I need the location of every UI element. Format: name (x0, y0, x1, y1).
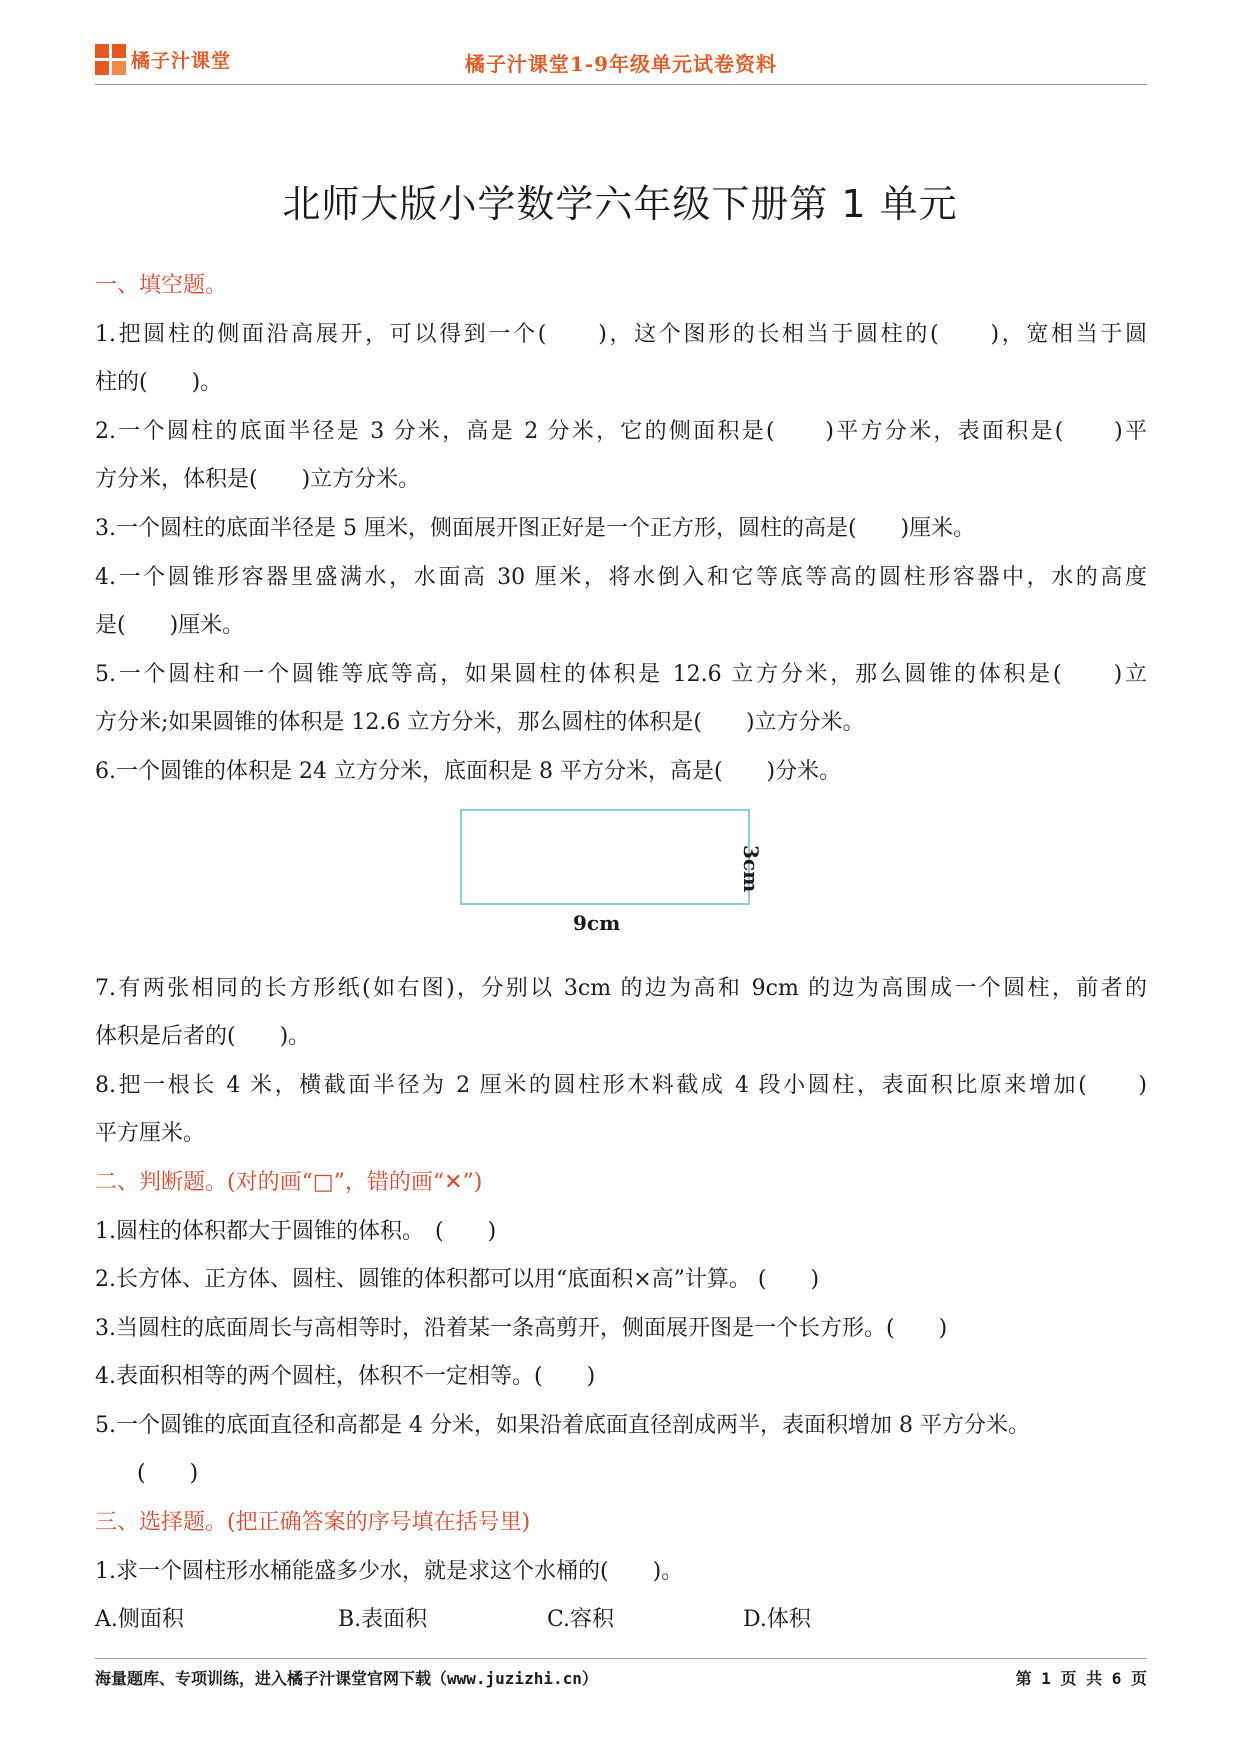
figure-width-label: 9cm (573, 910, 621, 935)
question-line: 1.求一个圆柱形水桶能盛多少水，就是求这个水桶的( )。 (95, 1558, 684, 1584)
header-title: 橘子汁课堂1-9年级单元试卷资料 (464, 52, 778, 76)
question-line: 体积是后者的( )。 (95, 1024, 311, 1050)
footer-site-note: 海量题库、专项训练，进入橘子汁课堂官网下载（www.juzizhi.cn） (95, 1669, 598, 1688)
option-d: D.体积 (743, 1607, 811, 1633)
option-a: A.侧面积 (95, 1607, 184, 1633)
question-line: 柱的( )。 (95, 370, 223, 396)
question-line: 4.一个圆锥形容器里盛满水，水面高 30 厘米，将水倒入和它等底等高的圆柱形容器中，水的高度 (95, 564, 1147, 590)
choice-options (95, 1596, 1147, 1645)
question-line: 1.把圆柱的侧面沿高展开，可以得到一个( )，这个图形的长相当于圆柱的( )，宽相当于圆 (95, 321, 1147, 347)
section-heading-multiple-choice: 三、选择题。(把正确答案的序号填在括号里) (95, 1510, 531, 1536)
question-line: 8.把一根长 4 米，横截面半径为 2 厘米的圆柱形木料截成 4 段小圆柱，表面积比原来增加( ) (95, 1072, 1147, 1098)
question-line: ( ) (137, 1461, 199, 1487)
section-heading-fill-blank: 一、填空题。 (95, 273, 228, 298)
question-line: 4.表面积相等的两个圆柱，体积不一定相等。( ) (95, 1364, 596, 1390)
question-line: 5.一个圆柱和一个圆锥等底等高，如果圆柱的体积是 12.6 立方分米，那么圆锥的体积是( )立 (95, 661, 1147, 687)
brand-name: 橘子汁课堂 (131, 50, 232, 72)
figure-height-label: 3cm (739, 844, 763, 892)
exam-content (95, 262, 1147, 1645)
question-line: 2.一个圆柱的底面半径是 3 分米，高是 2 分米，它的侧面积是( )平方分米，表面积是( )平 (95, 418, 1147, 444)
question-line: 1.圆柱的体积都大于圆锥的体积。 ( ) (95, 1218, 497, 1244)
section-heading-true-false: 二、判断题。(对的画“□”，错的画“✕”) (95, 1169, 483, 1195)
header-divider (95, 84, 1147, 85)
question-line: 2.长方体、正方体、圆柱、圆锥的体积都可以用“底面积×高”计算。 ( ) (95, 1267, 820, 1293)
question-line: 3.一个圆柱的底面半径是 5 厘米，侧面展开图正好是一个正方形，圆柱的高是( )厘米。 (95, 515, 976, 541)
rectangle-figure (95, 797, 1147, 965)
page-number: 第 1 页 共 6 页 (1015, 1669, 1147, 1688)
page-header (95, 40, 1147, 84)
question-line: 是( )厘米。 (95, 613, 245, 639)
question-line: 方分米，体积是( )立方分米。 (95, 467, 421, 493)
question-line: 3.当圆柱的底面周长与高相等时，沿着某一条高剪开，侧面展开图是一个长方形。( ) (95, 1315, 948, 1341)
footer-divider (95, 1658, 1147, 1659)
question-line: 方分米;如果圆锥的体积是 12.6 立方分米，那么圆柱的体积是( )立方分米。 (95, 710, 865, 736)
question-line: 6.一个圆锥的体积是 24 立方分米，底面积是 8 平方分米，高是( )分米。 (95, 758, 842, 784)
rectangle-shape (460, 809, 750, 905)
question-line: 5.一个圆锥的底面直径和高都是 4 分米，如果沿着底面直径剖成两半，表面积增加 8 平方分米。 (95, 1412, 1030, 1438)
question-line: 7.有两张相同的长方形纸(如右图)，分别以 3cm 的边为高和 9cm 的边为高围成一个圆柱，前者的 (95, 975, 1147, 1001)
question-line: 平方厘米。 (95, 1121, 206, 1147)
option-c: C.容积 (547, 1607, 615, 1633)
option-b: B.表面积 (338, 1607, 428, 1633)
document-title: 北师大版小学数学六年级下册第 1 单元 (282, 182, 958, 226)
